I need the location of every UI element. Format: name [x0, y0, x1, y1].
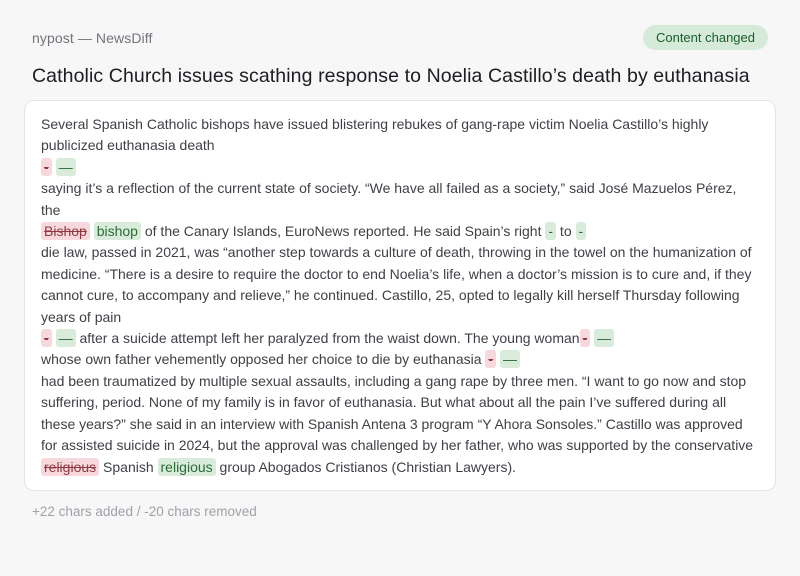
removed-text: Bishop — [41, 222, 90, 240]
added-text: religious — [158, 458, 216, 476]
status-badge: Content changed — [643, 25, 768, 50]
added-text: bishop — [94, 222, 141, 240]
removed-text: - — [580, 329, 591, 347]
source-label: nypost — NewsDiff — [32, 29, 153, 46]
added-text: — — [500, 350, 520, 368]
removed-text: - — [41, 329, 52, 347]
added-text: - — [545, 222, 556, 240]
diff-text: Several Spanish Catholic bishops have issued blistering rebukes of gang-rape victim Noelia Castillo’s highly publicized euthanasia death - — saying it’s a reflection of the current state of society. “We have all failed as a society,” said José Mazuelos Pérez, the Bishop bishop of the Canary Islands, EuroNews reported. He said Spain’s right - to - die law, passed in 2021, was “another step towards a culture of death, throwing in the towel on the humanization of medicine. “There is a desire to require the doctor to end Noelia’s life, when a doctor’s mission is to cure and, if they cannot cure, to accompany and relieve,” he continued. Castillo, 25, opted to legally kill herself Thursday following years of pain - — after a suicide attempt left her paralyzed from the waist down. The young woman - — whose own father vehemently opposed her choice to die by euthanasia - — had been traumatized by multiple sexual assaults, including a gang rape by three men. “I want to go now and stop suffering, period. None of my family is in favor of euthanasia. But what about all the pain I’ve suffered during all these years?” she said in an interview with Spanish Antena 3 program “Y Ahora Sonsoles.” Castillo was approved for assisted suicide in 2024, but the approval was challenged by her father, who was supported by the conservative religious Spanish religious group Abogados Cristianos (Christian Lawyers). — [41, 116, 754, 475]
removed-text: - — [41, 158, 52, 176]
added-text: - — [576, 222, 587, 240]
change-summary: +22 chars added / -20 chars removed — [32, 503, 257, 519]
diff-content-box — [24, 100, 776, 491]
article-headline: Catholic Church issues scathing response to Noelia Castillo’s death by euthanasia — [32, 65, 750, 87]
added-text: — — [56, 329, 76, 347]
added-text: — — [594, 329, 614, 347]
removed-text: - — [485, 350, 496, 368]
header — [0, 0, 800, 50]
added-text: — — [56, 158, 76, 176]
removed-text: religious — [41, 458, 99, 476]
